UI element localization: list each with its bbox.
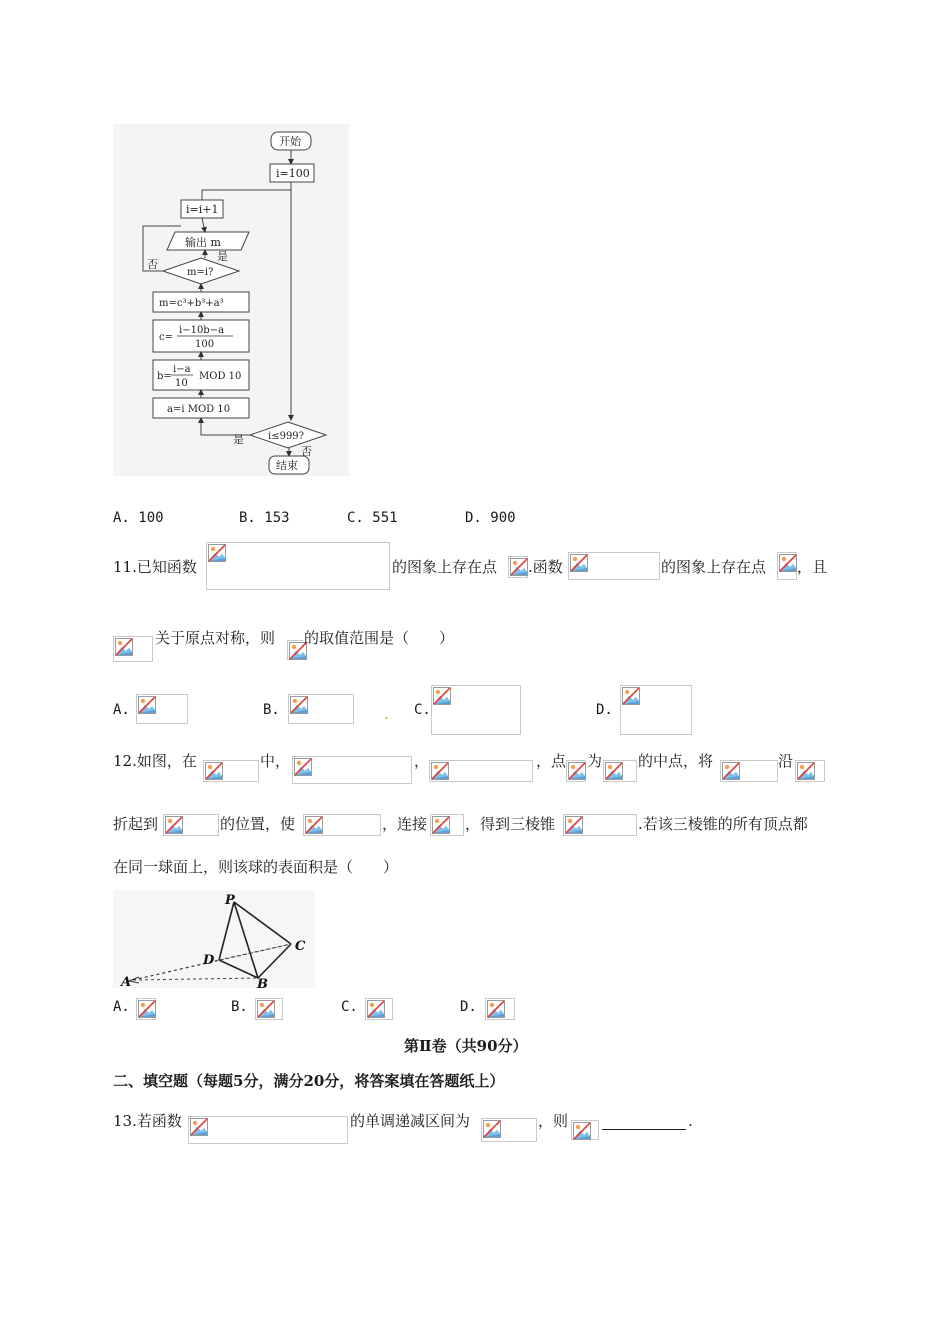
q12-option-c-label: C. xyxy=(341,999,358,1015)
q12-text-11: ，得到三棱锥 xyxy=(465,815,556,833)
fig-label-b: B xyxy=(257,977,268,988)
fc-calc-b-left: b= xyxy=(157,371,172,382)
q12-segment-ac xyxy=(603,760,637,782)
q12-triangle-abd xyxy=(720,760,778,782)
q13-formula-f xyxy=(188,1116,348,1144)
q10-option-a: A. 100 xyxy=(113,510,164,526)
q12-text-2: 中， xyxy=(260,752,291,770)
q12-option-b-formula xyxy=(255,998,283,1020)
q12-text-8: 折起到 xyxy=(113,815,159,833)
q13-var xyxy=(571,1120,599,1140)
q12-text-10: ，连接 xyxy=(382,815,428,833)
q12-pyramid xyxy=(563,814,637,836)
q10-option-b: B. 153 xyxy=(239,510,290,526)
q10-option-c: C. 551 xyxy=(347,510,398,526)
q12-condition-1 xyxy=(292,756,412,784)
fc-init: i=100 xyxy=(276,167,310,180)
q11-text-7: 的取值范围是（ ） xyxy=(304,629,455,647)
q12-option-d-label: D. xyxy=(460,999,477,1015)
part2-title: 第Ⅱ卷（共90分） xyxy=(404,1037,528,1055)
fc-start: 开始 xyxy=(279,135,301,148)
q13-interval xyxy=(481,1118,537,1142)
q12-condition-3 xyxy=(303,814,381,836)
q11-dot: . xyxy=(384,705,389,723)
q12-triangle-abc xyxy=(203,760,259,782)
q12-text-9: 的位置，使 xyxy=(220,815,296,833)
q12-triangle-pbd xyxy=(163,814,219,836)
q12-option-a-formula xyxy=(136,998,156,1020)
fc-calc-c-den: 100 xyxy=(195,339,215,350)
q11-option-b-formula xyxy=(288,694,354,724)
q11-text-1: 11.已知函数 xyxy=(113,558,197,576)
fc-calc-b-right: MOD 10 xyxy=(199,371,242,382)
fc-calc-m: m=c³+b³+a³ xyxy=(159,298,224,309)
q11-formula-g xyxy=(568,552,660,580)
q13-text-1: 13.若函数 xyxy=(113,1112,182,1130)
fc-calc-b-num: i−a xyxy=(173,364,191,375)
q12-segment-bd xyxy=(795,760,825,782)
fc-calc-a: a=i MOD 10 xyxy=(167,404,231,415)
q12-text-12: .若该三棱锥的所有顶点都 xyxy=(638,815,808,833)
fc-calc-c-num: i−10b−a xyxy=(179,325,225,336)
fc-calc-c-left: c= xyxy=(159,332,173,343)
q12-point-d xyxy=(566,760,586,782)
q12-option-c-formula xyxy=(365,998,393,1020)
fig-label-a: A xyxy=(121,975,132,988)
fc-no-bottom: 否 xyxy=(301,445,312,458)
q11-point-m xyxy=(508,556,528,578)
q13-text-2: 的单调递减区间为 xyxy=(350,1112,471,1130)
q12-text-13: 在同一球面上，则该球的表面积是（ ） xyxy=(113,858,399,876)
fc-output: 输出 m xyxy=(185,236,221,249)
fig-label-d: D xyxy=(203,953,215,968)
q12-text-6: 的中点，将 xyxy=(638,752,714,770)
q11-formula-f xyxy=(206,542,390,590)
q11-text-2: 的图象上存在点 xyxy=(392,558,498,576)
fc-yes-bottom: 是 xyxy=(233,433,244,446)
q10-option-d: D. 900 xyxy=(465,510,516,526)
fc-check-i: i≤999? xyxy=(268,431,305,442)
q11-text-5: ，且 xyxy=(797,558,828,576)
q12-figure xyxy=(113,890,315,988)
q12-text-7: 沿 xyxy=(778,752,794,770)
q11-option-c-formula xyxy=(431,685,521,735)
q12-text-3: ， xyxy=(414,752,430,770)
q11-var-a xyxy=(287,640,303,660)
flowchart-image xyxy=(113,124,349,476)
q12-text-5: 为 xyxy=(587,752,603,770)
q12-option-a-label: A. xyxy=(113,999,130,1015)
q12-text-4: ，点 xyxy=(536,752,567,770)
q11-option-b-label: B. xyxy=(263,702,280,718)
q11-option-a-label: A. xyxy=(113,702,130,718)
q13-text-3: ，则 xyxy=(538,1112,569,1130)
q11-option-d-formula xyxy=(620,685,692,735)
section2-heading: 二、填空题（每题5分，满分20分，将答案填在答题纸上） xyxy=(113,1072,505,1090)
fc-calc-b-den: 10 xyxy=(175,378,188,389)
fc-incr: i=i+1 xyxy=(186,203,219,216)
q11-text-3: .函数 xyxy=(528,558,563,576)
q11-point-n xyxy=(777,552,797,580)
q11-option-d-label: D. xyxy=(596,702,613,718)
q12-option-d-formula xyxy=(485,998,515,1020)
q11-text-4: 的图象上存在点 xyxy=(661,558,767,576)
q12-segment-pc xyxy=(430,814,464,836)
q11-points-mn xyxy=(113,636,153,662)
q11-text-6: 关于原点对称，则 xyxy=(155,629,276,647)
q12-text-1: 12.如图，在 xyxy=(113,752,197,770)
q12-condition-2 xyxy=(429,760,533,782)
fig-label-c: C xyxy=(295,939,306,954)
q12-option-b-label: B. xyxy=(231,999,248,1015)
q11-option-a-formula xyxy=(136,694,188,724)
q13-end: . xyxy=(688,1112,693,1130)
fig-label-p: P xyxy=(225,893,235,908)
fc-no-left: 否 xyxy=(147,258,158,271)
fc-end: 结束 xyxy=(276,459,298,472)
q11-option-c-label: C. xyxy=(414,702,431,718)
fc-yes-top: 是 xyxy=(217,250,228,263)
q13-answer-blank[interactable] xyxy=(602,1128,686,1130)
fc-check-m: m=i? xyxy=(187,267,214,278)
